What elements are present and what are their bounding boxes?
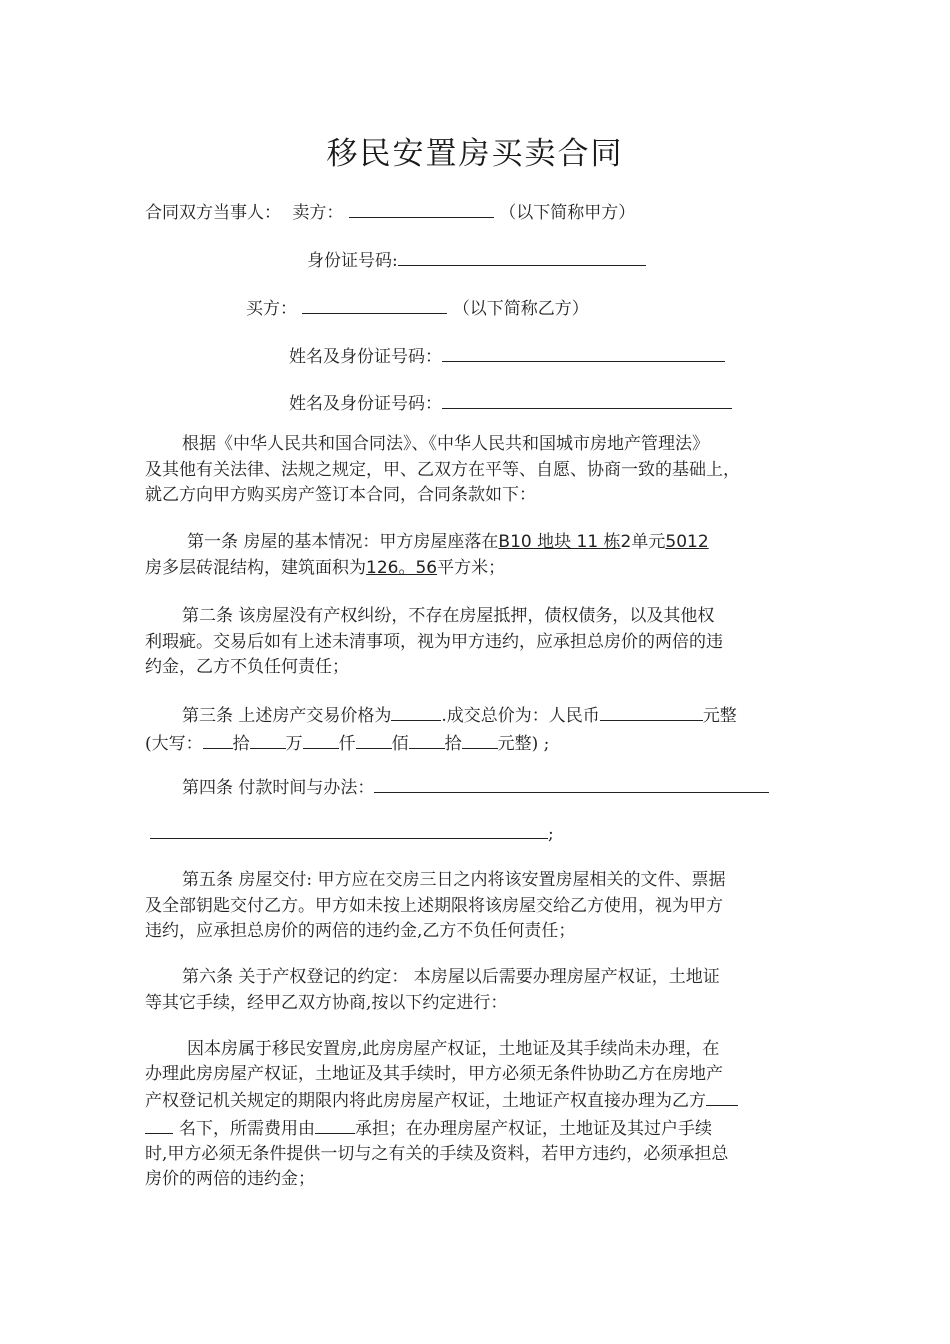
article-6-line-2: 等其它手续，经甲乙双方协商,按以下约定进行：: [145, 992, 508, 1013]
preamble-line-3: 就乙方向甲方购买房产签订本合同，合同条款如下：: [145, 485, 536, 505]
buyer-name-blank[interactable]: [302, 295, 447, 314]
article-5: [145, 868, 810, 945]
buyer-note: （以下简称乙方）: [452, 299, 589, 319]
buyer-name-clause-blank-cont[interactable]: [145, 1115, 173, 1134]
article-3: [145, 702, 810, 757]
article-2: [145, 604, 810, 681]
amount-words-open: (大写：: [145, 733, 203, 754]
article-1-line2-prefix: 房多层砖混结构，建筑面积为: [145, 557, 366, 578]
article-4-line-1: [182, 773, 769, 798]
article-5-line-1: 第五条 房屋交付: 甲方应在交房三日之内将该安置房屋相关的文件、票据: [182, 870, 726, 890]
room-number: 5012: [665, 532, 709, 552]
unit-qian: 仟: [338, 733, 356, 754]
buyer-id-label-2: 姓名及身份证号码：: [289, 394, 442, 414]
article-2-line-3: 约金，乙方不负任何责任；: [145, 657, 349, 677]
preamble-line-1: 根据《中华人民共和国合同法》、《中华人民共和国城市房地产管理法》: [182, 434, 709, 454]
seller-label: 卖方：: [292, 203, 344, 223]
registration-clause: [145, 1037, 810, 1192]
seller-line: [145, 198, 635, 223]
clause-line-5: 时,甲方必须无条件提供一切与之有关的手续及资料，若甲方违约，必须承担总: [145, 1143, 729, 1164]
article-3-prefix: 第三条 上述房产交易价格为: [182, 706, 392, 726]
clause-line-2: 办理此房房屋产权证，土地证及其手续时，甲方必须无条件协助乙方在房地产: [145, 1064, 723, 1085]
article-2-line-2: 利瑕疵。交易后如有上述未清事项，视为甲方违约，应承担总房价的两倍的违: [145, 631, 723, 652]
unit-yuan: 元整) ;: [497, 733, 550, 754]
unit-number: 2: [620, 532, 632, 552]
article-1-line-2: [145, 556, 810, 582]
unit-wan: 万: [285, 733, 303, 754]
area-unit: 平方米；: [437, 557, 506, 578]
seller-id-line: [307, 246, 646, 271]
article-6: [145, 965, 810, 1016]
buyer-line: [246, 294, 589, 319]
preamble-paragraph: [145, 432, 810, 509]
article-4-line-2: [150, 820, 554, 844]
unit-bai: 佰: [391, 733, 409, 754]
article-4-end: ;: [548, 824, 554, 844]
article-3-line-2: [145, 730, 810, 758]
clause-line-6: 房价的两倍的违约金；: [145, 1169, 315, 1190]
unit-shi: 拾: [232, 733, 250, 754]
seller-id-label: 身份证号码:: [307, 251, 398, 271]
buyer-id-blank-1[interactable]: [442, 343, 725, 362]
total-price-blank[interactable]: [600, 702, 703, 721]
parties-intro: 合同双方当事人：: [145, 203, 281, 223]
blank-qian[interactable]: [303, 730, 339, 749]
article-3-suffix: 元整: [702, 706, 737, 726]
blank-shi[interactable]: [409, 730, 445, 749]
building-area: 126。56: [366, 557, 438, 578]
clause-line-3-text: 产权登记机关规定的期限内将此房房屋产权证，土地证产权直接办理为乙方: [145, 1091, 706, 1112]
buyer-id-line-2: [289, 389, 732, 414]
clause-line-1: 因本房属于移民安置房,此房房屋产权证，土地证及其手续尚未办理，在: [187, 1039, 720, 1059]
unit-shi-2: 拾: [444, 733, 462, 754]
buyer-id-line-1: [289, 342, 725, 367]
clause-line-4: [145, 1115, 810, 1142]
article-1-prefix: 第一条 房屋的基本情况：甲方房屋座落在: [187, 532, 499, 552]
fee-payer-blank[interactable]: [315, 1115, 355, 1134]
unit-text: 单元: [631, 532, 666, 552]
preamble-line-2: 及其他有关法律、法规之规定，甲、乙双方在平等、自愿、协商一致的基础上，: [145, 459, 740, 480]
article-1: [145, 530, 810, 581]
article-2-line-1: 第二条 该房屋没有产权纠纷，不存在房屋抵押，债权债务，以及其他权: [182, 606, 715, 626]
seller-name-blank[interactable]: [349, 199, 494, 218]
unit-price-blank[interactable]: [391, 702, 441, 721]
blank-bai[interactable]: [356, 730, 392, 749]
house-location: B10 地块 11 栋: [498, 532, 621, 552]
clause-line-4b: 承担；在办理房屋产权证，土地证及其过户手续: [355, 1118, 712, 1139]
article-6-line-1: 第六条 关于产权登记的约定： 本房屋以后需要办理房屋产权证，土地证: [182, 967, 720, 987]
payment-blank-1[interactable]: [374, 774, 769, 793]
buyer-id-blank-2[interactable]: [442, 390, 732, 409]
buyer-name-clause-blank[interactable]: [706, 1087, 738, 1106]
buyer-label: 买方：: [246, 299, 297, 319]
clause-line-3: [145, 1087, 810, 1114]
article-5-line-2: 及全部钥匙交付乙方。甲方如未按上述期限将该房屋交给乙方使用，视为甲方: [145, 895, 723, 916]
blank-yuan[interactable]: [462, 730, 498, 749]
clause-line-4a: 名下，所需费用由: [179, 1118, 315, 1139]
blank-wan[interactable]: [250, 730, 286, 749]
article-3-line-1: [145, 702, 810, 730]
article-5-line-3: 违约，应承担总房价的两倍的违约金,乙方不负任何责任；: [145, 921, 576, 941]
document-title: 移民安置房买卖合同: [326, 136, 624, 172]
article-3-mid: .成交总价为：人民币: [441, 706, 600, 726]
seller-id-blank[interactable]: [398, 247, 646, 266]
blank-shi-wan[interactable]: [203, 730, 233, 749]
article-1-line-1: [145, 530, 810, 556]
article-4-prefix: 第四条 付款时间与办法：: [182, 778, 375, 798]
payment-blank-2[interactable]: [150, 820, 548, 839]
buyer-id-label-1: 姓名及身份证号码：: [289, 347, 442, 367]
seller-note: （以下简称甲方）: [499, 203, 636, 223]
